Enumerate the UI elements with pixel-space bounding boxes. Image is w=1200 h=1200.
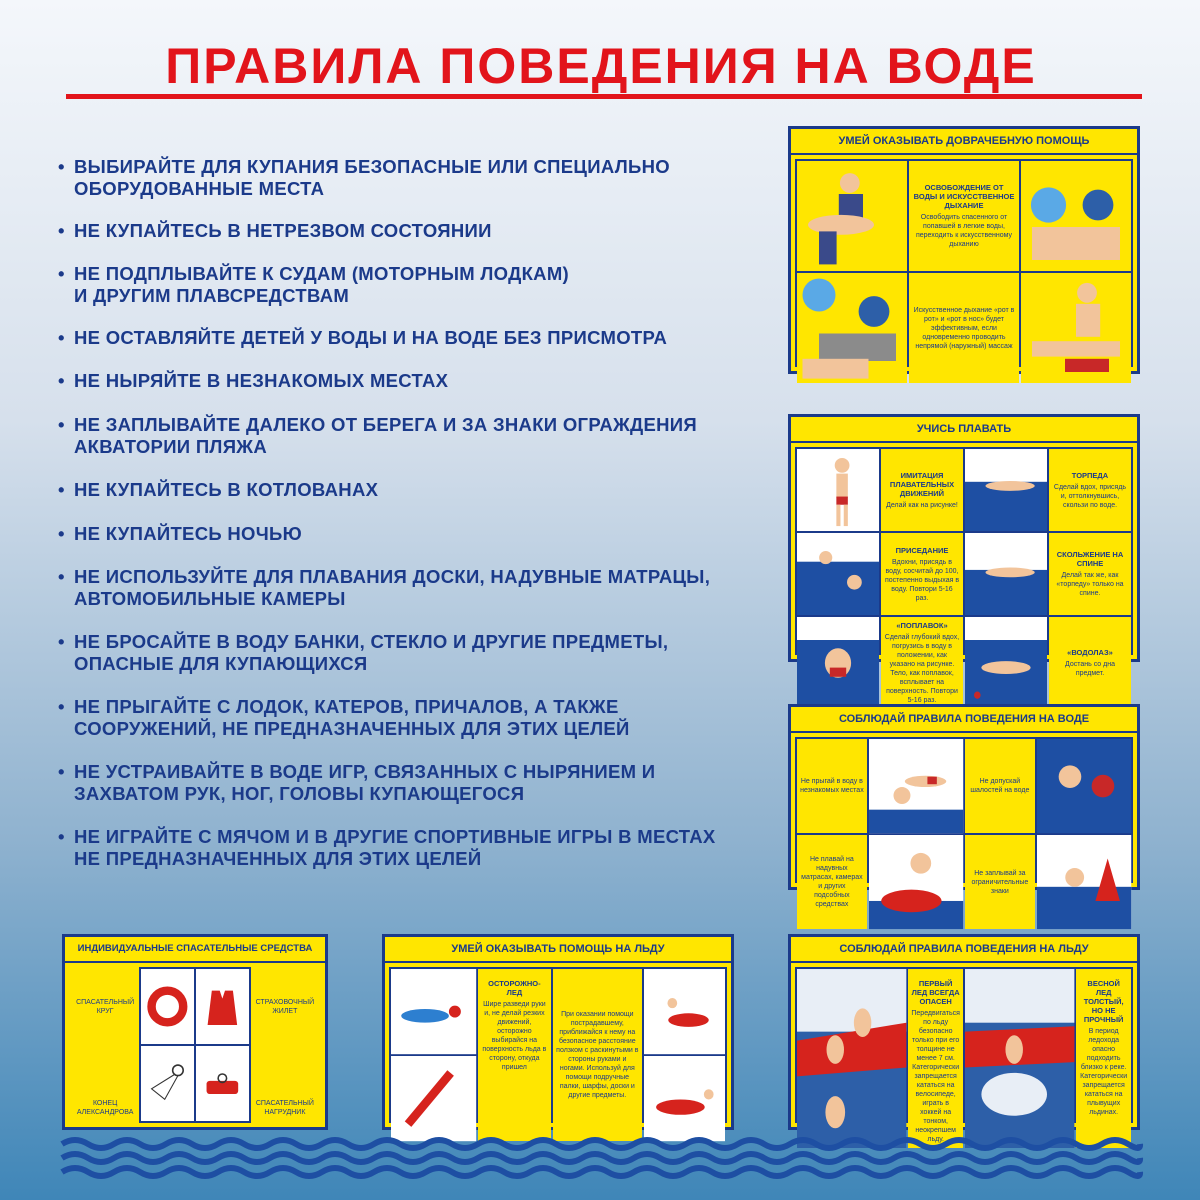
rescuer-carrying-illustration bbox=[797, 161, 907, 271]
first-aid-body-2: Искусственное дыхание «рот в рот» и «рот в нос» будет эффективным, если одновременно проводить непрямой (наружный) массаж bbox=[913, 306, 1015, 350]
swim-heading-2: ТОРПЕДА bbox=[1071, 470, 1109, 480]
swim-text-5 bbox=[881, 617, 963, 709]
rule-item: • НЕ ПРЫГАЙТЕ С ЛОДОК, КАТЕРОВ, ПРИЧАЛОВ, А ТАКЖЕ СООРУЖЕНИЙ, НЕ ПРЕДНАЗНАЧЕННЫХ ДЛЯ ЭТИХ ЦЕЛЕЙ bbox=[58, 696, 778, 740]
learn-to-swim-panel bbox=[788, 414, 1140, 704]
squat-illustration bbox=[797, 533, 879, 615]
rescue-label-1: СПАСАТЕЛЬНЫЙ КРУГ bbox=[71, 969, 139, 1044]
life-vest-icon bbox=[196, 969, 249, 1044]
first-aid-text-2 bbox=[909, 273, 1019, 383]
first-aid-heading-1: ОСВОБОЖДЕНИЕ ОТ ВОДЫ И ИСКУССТВЕННОЕ ДЫХАНИЕ bbox=[913, 183, 1015, 210]
swim-text-4 bbox=[1049, 533, 1131, 615]
first-aid-panel bbox=[788, 126, 1140, 374]
back-glide-illustration bbox=[965, 533, 1047, 615]
climbing-out-illustration bbox=[391, 1056, 476, 1141]
title-underline bbox=[66, 94, 1142, 99]
swim-heading-4: СКОЛЬЖЕНИЕ НА СПИНЕ bbox=[1056, 550, 1124, 568]
swim-text-3 bbox=[881, 533, 963, 615]
swim-body-4: Делай так же, как «торпеду» только на спине. bbox=[1056, 572, 1124, 597]
swim-body-3: Вдохни, присядь в воду, сосчитай до 100, постепенно выдыхая в воду. Повтори 5-16 раз. bbox=[884, 558, 960, 602]
rule-item: • НЕ БРОСАЙТЕ В ВОДУ БАНКИ, СТЕКЛО И ДРУГИЕ ПРЕДМЕТЫ, ОПАСНЫЕ ДЛЯ КУПАЮЩИХСЯ bbox=[58, 631, 778, 675]
ice-help-body-1: Шире разведи руки и, не делай резких движений, осторожно выбирайся на поверхность льда в сторону, откуда пришел bbox=[482, 1001, 547, 1071]
swim-imitation-illustration bbox=[797, 449, 879, 531]
kids-on-ice-illustration bbox=[797, 969, 906, 1148]
torpedo-illustration bbox=[965, 449, 1047, 531]
panel-title: УЧИСЬ ПЛАВАТЬ bbox=[791, 417, 1137, 443]
ice-rule-body-1: Передвигаться по льду безопасно только при его толщине не менее 7 см. Категорически запрещается кататься на велосипеде, играть в хоккей на тонком, неокрепшем льду. bbox=[911, 1010, 960, 1143]
ice-help-body-2: При оказании помощи пострадавшему, приближайся к нему на безопасное расстояние ползком с раскинутыми в стороны руками и ногами. Используй для помощи подручные палки, шарфы, доски и другие предметы. bbox=[556, 1011, 639, 1100]
rescue-rope-icon bbox=[141, 1046, 194, 1121]
ice-rule-heading-2: ВЕСНОЙ ЛЕД ТОЛСТЫЙ, НО НЕ ПРОЧНЫЙ bbox=[1083, 979, 1124, 1024]
pranks-illustration bbox=[1037, 739, 1131, 833]
life-ring-icon bbox=[141, 969, 194, 1044]
swim-heading-3: ПРИСЕДАНИЕ bbox=[895, 545, 949, 555]
ice-rule-text-1 bbox=[908, 969, 963, 1148]
ice-rule-heading-1: ПЕРВЫЙ ЛЕД ВСЕГДА ОПАСЕН bbox=[911, 979, 960, 1006]
rules-list bbox=[58, 156, 778, 870]
rule-item: • НЕ ИСПОЛЬЗУЙТЕ ДЛЯ ПЛАВАНИЯ ДОСКИ, НАДУВНЫЕ МАТРАЦЫ, АВТОМОБИЛЬНЫЕ КАМЕРЫ bbox=[58, 566, 778, 610]
panel-title: СОБЛЮДАЙ ПРАВИЛА ПОВЕДЕНИЯ НА ВОДЕ bbox=[791, 707, 1137, 733]
ice-help-text-1 bbox=[478, 969, 550, 1141]
rescue-equipment-panel bbox=[62, 934, 328, 1130]
rule-item: • НЕ ПОДПЛЫВАЙТЕ К СУДАМ (МОТОРНЫМ ЛОДКАМ) И ДРУГИМ ПЛАВСРЕДСТВАМ bbox=[58, 263, 778, 307]
water-rule-text-1: Не прыгай в воду в незнакомых местах bbox=[797, 739, 867, 833]
water-rule-text-4: Не заплывай за ограничительные знаки bbox=[965, 835, 1035, 929]
panel-title: УМЕЙ ОКАЗЫВАТЬ ПОМОЩЬ НА ЛЬДУ bbox=[385, 937, 731, 963]
swim-heading-1: ИМИТАЦИЯ ПЛАВАТЕЛЬНЫХ ДВИЖЕНИЙ bbox=[889, 470, 955, 498]
rule-item: • НЕ ИГРАЙТЕ С МЯЧОМ И В ДРУГИЕ СПОРТИВНЫЕ ИГРЫ В МЕСТАХ НЕ ПРЕДНАЗНАЧЕННЫХ ДЛЯ ЭТИХ ЦЕЛЕЙ bbox=[58, 826, 778, 870]
water-rules-panel bbox=[788, 704, 1140, 909]
swim-heading-5: «ПОПЛАВОК» bbox=[896, 621, 948, 630]
ice-floe-illustration bbox=[965, 969, 1074, 1148]
ice-rule-text-2 bbox=[1076, 969, 1131, 1148]
rule-item: • НЕ КУПАЙТЕСЬ НОЧЬЮ bbox=[58, 523, 778, 545]
rescue-label-2: СТРАХОВОЧНЫЙ ЖИЛЕТ bbox=[251, 969, 319, 1044]
rule-item: • НЕ ОСТАВЛЯЙТЕ ДЕТЕЙ У ВОДЫ И НА ВОДЕ БЕЗ ПРИСМОТРА bbox=[58, 327, 778, 349]
water-rule-text-3: Не плавай на надувных матрасах, камерах и других подсобных средствах bbox=[797, 835, 867, 929]
rule-item: • НЕ УСТРАИВАЙТЕ В ВОДЕ ИГР, СВЯЗАННЫХ С НЫРЯНИЕМ И ЗАХВАТОМ РУК, НОГ, ГОЛОВЫ КУПАЮЩЕГОСЯ bbox=[58, 761, 778, 805]
page-title: ПРАВИЛА ПОВЕДЕНИЯ НА ВОДЕ bbox=[165, 38, 1037, 94]
swim-body-5: Сделай глубокий вдох, погрузись в воду в положении, как указано на рисунке. Тело, как поплавок, всплывает на поверхность. Повтори 5-16 раз. bbox=[884, 634, 960, 704]
ice-help-panel bbox=[382, 934, 734, 1130]
swim-text-1 bbox=[881, 449, 963, 531]
first-aid-text-1 bbox=[909, 161, 1019, 271]
rule-item: • НЕ КУПАЙТЕСЬ В КОТЛОВАНАХ bbox=[58, 479, 778, 501]
first-aid-body-1: Освободить спасенного от попавшей в легкие воды, переходить к искусственному дыханию bbox=[915, 214, 1012, 248]
mouth-to-mouth-illustration bbox=[1021, 161, 1131, 271]
rule-item: • НЕ ЗАПЛЫВАЙТЕ ДАЛЕКО ОТ БЕРЕГА И ЗА ЗНАКИ ОГРАЖДЕНИЯ АКВАТОРИИ ПЛЯЖА bbox=[58, 414, 778, 458]
rescue-label-4: СПАСАТЕЛЬНЫЙ НАГРУДНИК bbox=[251, 1046, 319, 1121]
swim-text-2 bbox=[1049, 449, 1131, 531]
panel-title: ИНДИВИДУАЛЬНЫЕ СПАСАТЕЛЬНЫЕ СРЕДСТВА bbox=[65, 937, 325, 963]
chest-massage-illustration bbox=[1021, 273, 1131, 383]
falling-through-ice-illustration bbox=[391, 969, 476, 1054]
panel-title: СОБЛЮДАЙ ПРАВИЛА ПОВЕДЕНИЯ НА ЛЬДУ bbox=[791, 937, 1137, 963]
breathing-illustration bbox=[797, 273, 907, 383]
swim-heading-6: «ВОДОЛАЗ» bbox=[1067, 648, 1113, 657]
ice-help-heading: ОСТОРОЖНО-ЛЕД bbox=[488, 979, 541, 997]
ice-rules-panel bbox=[788, 934, 1140, 1143]
ice-rule-body-2: В период ледохода опасно подходить близко к реке. Категорически запрещается кататься на плывущих льдинах. bbox=[1080, 1028, 1128, 1116]
rule-item: • ВЫБИРАЙТЕ ДЛЯ КУПАНИЯ БЕЗОПАСНЫЕ ИЛИ СПЕЦИАЛЬНО ОБОРУДОВАННЫЕ МЕСТА bbox=[58, 156, 778, 200]
wave-decoration bbox=[62, 1136, 1140, 1186]
diver-illustration bbox=[965, 617, 1047, 709]
ice-help-text-2 bbox=[553, 969, 642, 1141]
crawling-rescuer-illustration bbox=[644, 969, 725, 1054]
rule-item: • НЕ НЫРЯЙТЕ В НЕЗНАКОМЫХ МЕСТАХ bbox=[58, 370, 778, 392]
water-rule-text-2: Не допускай шалостей на воде bbox=[965, 739, 1035, 833]
inflatable-ring-illustration bbox=[869, 835, 963, 929]
rule-item: • НЕ КУПАЙТЕСЬ В НЕТРЕЗВОМ СОСТОЯНИИ bbox=[58, 220, 778, 242]
swim-body-2: Сделай вдох, присядь и, оттолкнувшись, скользи по воде. bbox=[1053, 483, 1127, 509]
rescue-label-3: КОНЕЦ АЛЕКСАНДРОВА bbox=[71, 1046, 139, 1121]
swim-text-6 bbox=[1049, 617, 1131, 709]
buoy-illustration bbox=[1037, 835, 1131, 929]
panel-title: УМЕЙ ОКАЗЫВАТЬ ДОВРАЧЕБНУЮ ПОМОЩЬ bbox=[791, 129, 1137, 155]
swim-body-6: Достань со дна предмет. bbox=[1065, 661, 1115, 677]
float-illustration bbox=[797, 617, 879, 709]
pulling-victim-illustration bbox=[644, 1056, 725, 1141]
life-bib-icon bbox=[196, 1046, 249, 1121]
swim-body-1: Делай как на рисунке! bbox=[886, 501, 958, 509]
diving-boy-illustration bbox=[869, 739, 963, 833]
